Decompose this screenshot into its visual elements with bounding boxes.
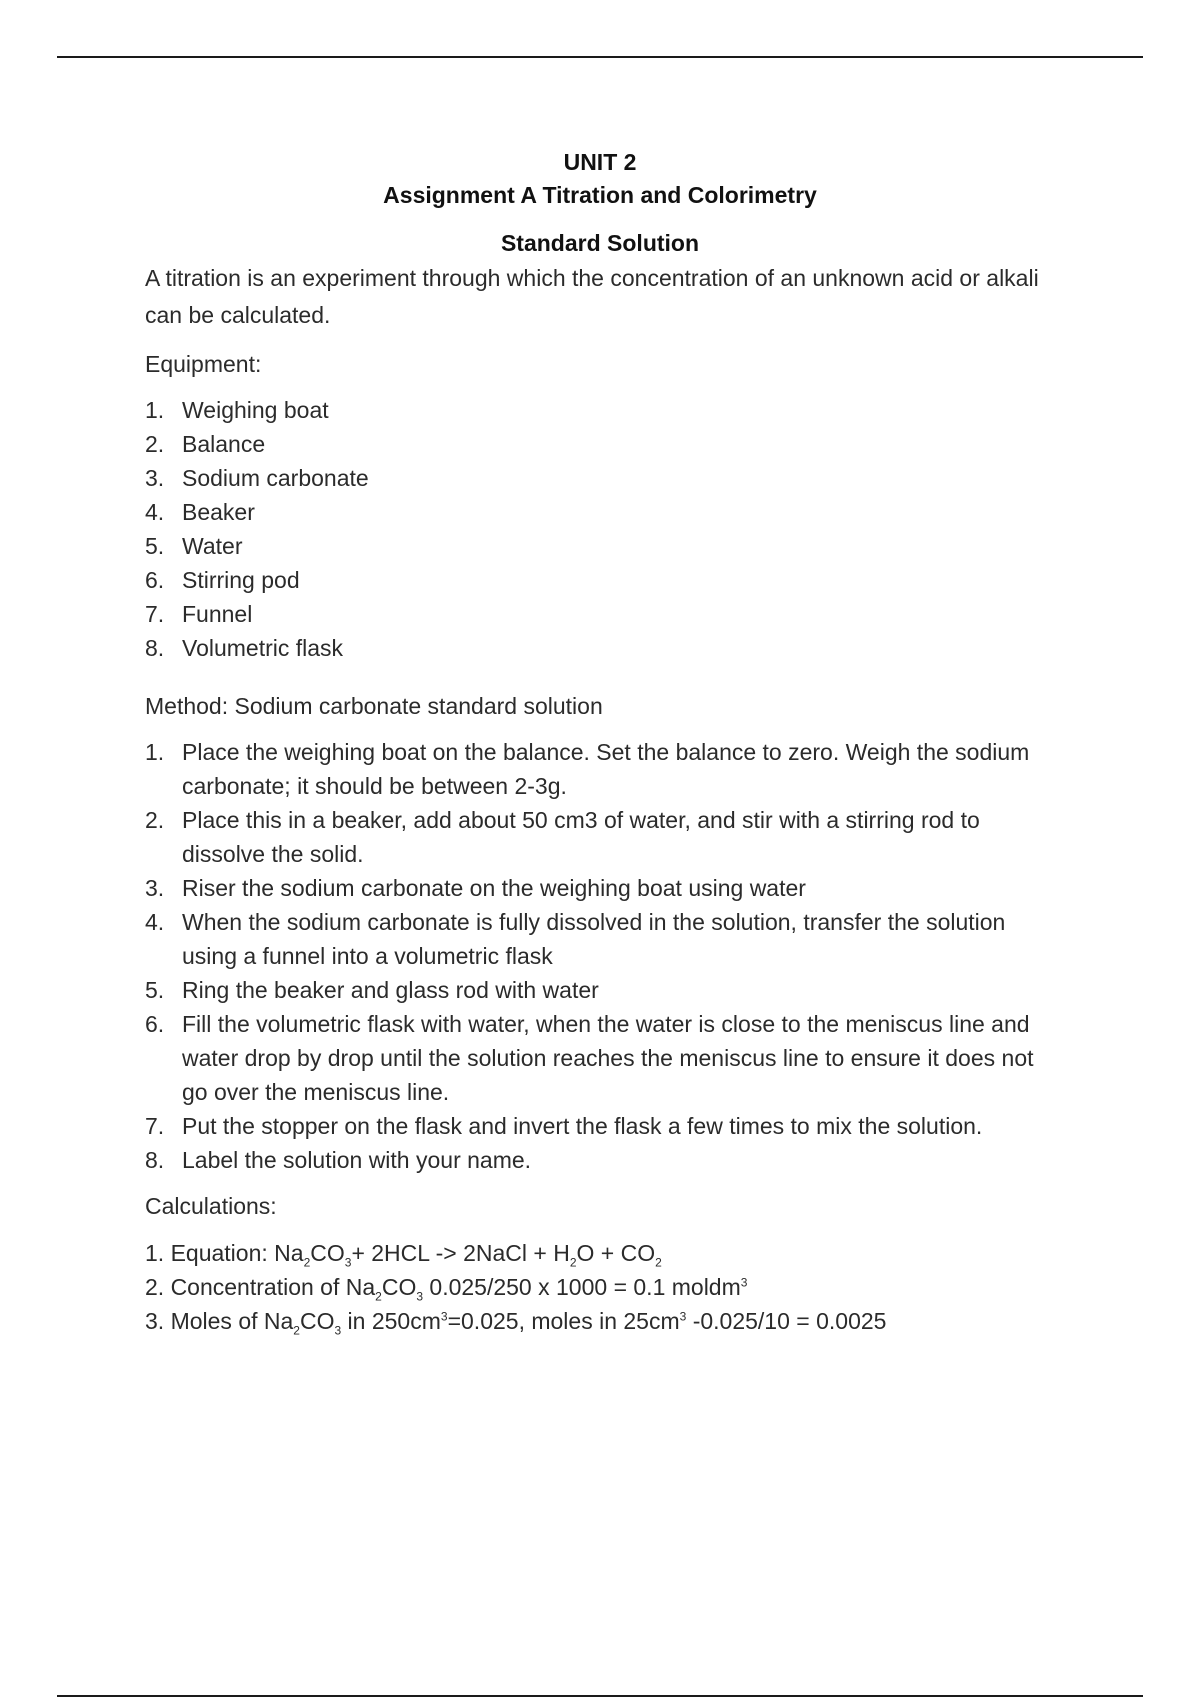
method-step <box>145 803 1065 871</box>
step-text: Ring the beaker and glass rod with water <box>182 977 599 1003</box>
assignment-heading: Assignment A Titration and Colorimetry <box>383 182 817 208</box>
step-text: When the sodium carbonate is fully dissolved in the solution, transfer the solution using a funnel into a volumetric flask <box>182 909 1006 969</box>
calculation-line-moles <box>145 1304 1065 1338</box>
step-text: Place the weighing boat on the balance. Set the balance to zero. Weigh the sodium carbonate; it should be between 2-3g. <box>182 739 1030 799</box>
step-text: Label the solution with your name. <box>182 1147 532 1173</box>
top-rule <box>57 56 1143 58</box>
item-text: Water <box>182 533 243 559</box>
item-text: Sodium carbonate <box>182 465 369 491</box>
method-step <box>145 973 1065 1007</box>
bottom-rule <box>57 1695 1143 1697</box>
method-list <box>145 735 1065 1177</box>
calculations-block <box>145 1236 1065 1338</box>
calc-text: in 250cm <box>341 1308 441 1334</box>
list-item <box>145 563 1065 597</box>
equipment-list <box>145 393 1065 665</box>
item-number: 2. <box>145 431 165 457</box>
item-text: Weighing boat <box>182 397 329 423</box>
method-step <box>145 1143 1065 1177</box>
step-number: 6. <box>145 1011 165 1037</box>
step-text: Fill the volumetric flask with water, when the water is close to the meniscus line and water drop by drop until the solution reaches the meniscus line to ensure it does not go over the meniscus line. <box>182 1011 1034 1105</box>
calc-superscript: 3 <box>740 1275 748 1290</box>
step-text: Place this in a beaker, add about 50 cm3 of water, and stir with a stirring rod to dissolve the solid. <box>182 807 980 867</box>
calc-text: CO <box>310 1240 345 1266</box>
item-number: 8. <box>145 635 165 661</box>
method-step <box>145 1109 1065 1143</box>
calculations-label: Calculations: <box>145 1193 277 1219</box>
calc-superscript: 3 <box>440 1309 448 1324</box>
calc-text: CO <box>381 1274 417 1300</box>
method-step <box>145 1007 1065 1109</box>
calc-text: -0.025/10 = 0.0025 <box>686 1308 887 1334</box>
calc-subscript: 3 <box>334 1323 342 1338</box>
calc-text: 0.025/250 x 1000 = 0.1 moldm <box>423 1274 741 1300</box>
document-page <box>145 146 1065 1338</box>
list-item <box>145 427 1065 461</box>
list-item <box>145 461 1065 495</box>
list-item <box>145 495 1065 529</box>
item-text: Funnel <box>182 601 253 627</box>
step-number: 2. <box>145 807 165 833</box>
calc-text: + 2HCL -> 2NaCl + H <box>351 1240 570 1266</box>
calc-subscript: 2 <box>293 1323 300 1338</box>
step-number: 5. <box>145 977 165 1003</box>
calculation-line-concentration <box>145 1270 1065 1304</box>
list-item <box>145 631 1065 665</box>
calc-superscript: 3 <box>679 1309 687 1324</box>
calculation-line-equation <box>145 1236 1065 1270</box>
step-number: 7. <box>145 1113 165 1139</box>
calc-text: 2. Concentration of Na <box>145 1274 376 1300</box>
item-number: 3. <box>145 465 165 491</box>
step-number: 1. <box>145 739 165 765</box>
calc-text: 1. Equation: Na <box>145 1240 304 1266</box>
calc-text: 3. Moles of Na <box>145 1308 294 1334</box>
method-step <box>145 905 1065 973</box>
calc-subscript: 2 <box>303 1255 311 1270</box>
method-step <box>145 871 1065 905</box>
item-text: Volumetric flask <box>182 635 344 661</box>
calc-subscript: 2 <box>569 1255 577 1270</box>
list-item <box>145 597 1065 631</box>
item-number: 7. <box>145 601 165 627</box>
item-text: Stirring pod <box>182 567 300 593</box>
step-number: 4. <box>145 909 165 935</box>
intro-paragraph: A titration is an experiment through which the concentration of an unknown acid or alkali can be calculated. <box>145 265 1039 328</box>
method-label: Method: Sodium carbonate standard solution <box>145 693 603 719</box>
calc-text: =0.025, moles in 25cm <box>447 1308 680 1334</box>
item-number: 4. <box>145 499 165 525</box>
equipment-label: Equipment: <box>145 351 262 377</box>
item-number: 5. <box>145 533 165 559</box>
calc-subscript: 3 <box>416 1289 424 1304</box>
item-text: Beaker <box>182 499 255 525</box>
list-item <box>145 393 1065 427</box>
calc-subscript: 2 <box>655 1255 662 1270</box>
section-heading: Standard Solution <box>500 230 700 256</box>
step-number: 8. <box>145 1147 165 1173</box>
calc-text: CO <box>299 1308 335 1334</box>
item-text: Balance <box>182 431 266 457</box>
step-number: 3. <box>145 875 165 901</box>
list-item <box>145 529 1065 563</box>
step-text: Put the stopper on the flask and invert the flask a few times to mix the solution. <box>182 1113 983 1139</box>
method-step <box>145 735 1065 803</box>
calc-subscript: 2 <box>375 1289 382 1304</box>
item-number: 6. <box>145 567 165 593</box>
step-text: Riser the sodium carbonate on the weighing boat using water <box>182 875 806 901</box>
unit-heading: UNIT 2 <box>563 149 637 175</box>
calc-text: O + CO <box>576 1240 656 1266</box>
item-number: 1. <box>145 397 165 423</box>
calc-subscript: 3 <box>344 1255 352 1270</box>
